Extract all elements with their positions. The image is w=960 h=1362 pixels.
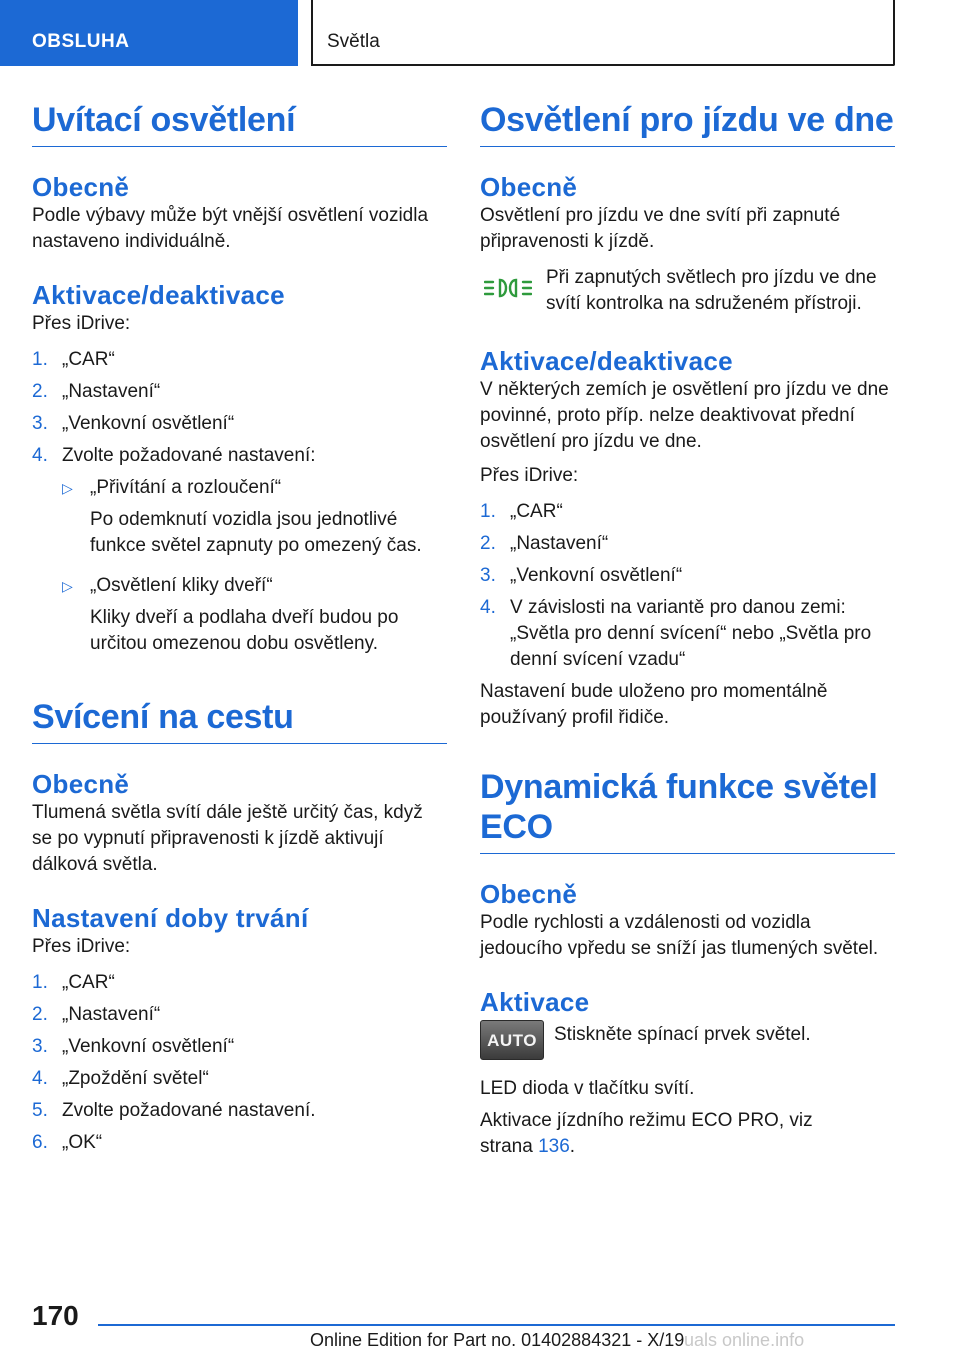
list-item: 1. „CAR“ <box>32 972 115 993</box>
list-item: 2. „Nastavení“ <box>480 533 609 554</box>
eco-general-heading: Obecně <box>480 879 578 909</box>
sub-item-description: Po odemknutí vozidla jsou jednotlivé funkce světel zapnuty po omezený čas. <box>90 509 422 556</box>
auto-button-text: Stiskněte spínací prvek světel. <box>554 1024 811 1045</box>
sub-item <box>32 573 447 657</box>
welcome-activation-heading: Aktivace/deaktivace <box>32 280 285 310</box>
drl-indicator-note <box>480 265 895 317</box>
path-steps-list <box>32 970 447 1156</box>
footer-divider <box>98 1324 895 1326</box>
welcome-lighting-title: Uvítací osvětlení <box>32 100 447 147</box>
drl-saved-text: Nastavení bude uloženo pro momentálně používaný profil řidiče. <box>480 681 828 728</box>
drl-general-heading: Obecně <box>480 172 578 202</box>
eco-pro-text: Aktivace jízdního režimu ECO PRO, viz strana 136. <box>480 1110 813 1157</box>
list-item: 4. Zvolte požadované nastavení: <box>32 445 316 466</box>
led-text: LED dioda v tlačítku svítí. <box>480 1078 695 1099</box>
list-item: 3. „Venkovní osvětlení“ <box>32 413 235 434</box>
duration-heading: Nastavení doby trvání <box>32 903 309 933</box>
page-reference-link[interactable]: 136 <box>538 1136 570 1157</box>
chapter-label: Světla <box>327 31 380 52</box>
path-general-text: Tlumená světla svítí dále ještě určitý čas, když se po vypnutí připravenosti k jízdě aktivují dálková světla. <box>32 802 423 875</box>
drl-activation-text: V některých zemích je osvětlení pro jízdu ve dne povinné, proto příp. nelze deaktivovat přední osvětlení pro jízdu ve dne. <box>480 379 889 452</box>
right-column <box>480 100 895 1160</box>
edition-text: Online Edition for Part no. 01402884321 - X/19 <box>310 1330 685 1350</box>
path-general-heading: Obecně <box>32 769 130 799</box>
sub-item <box>32 475 447 559</box>
auto-button-icon: AUTO <box>480 1020 544 1060</box>
drl-general-text: Osvětlení pro jízdu ve dne svítí při zapnuté připravenosti k jízdě. <box>480 205 841 252</box>
watermark: uals online.info <box>684 1330 805 1350</box>
list-item: 4. „Zpoždění světel“ <box>32 1068 209 1089</box>
triangle-bullet-icon: ▷ <box>62 480 73 496</box>
drl-activation-heading: Aktivace/deaktivace <box>480 346 733 376</box>
list-item: 5. Zvolte požadované nastavení. <box>32 1100 316 1121</box>
list-item: 2. „Nastavení“ <box>32 1004 161 1025</box>
list-item: 6. „OK“ <box>32 1132 103 1153</box>
chapter-tab[interactable] <box>311 0 895 66</box>
welcome-via-idrive: Přes iDrive: <box>32 313 131 334</box>
eco-activation-heading: Aktivace <box>480 987 590 1017</box>
welcome-steps-list <box>32 347 447 469</box>
section-tab[interactable] <box>0 0 298 66</box>
section-label: OBSLUHA <box>32 31 130 52</box>
sub-item-description: Kliky dveří a podlaha dveří budou po určitou omezenou dobu osvětleny. <box>90 607 399 654</box>
welcome-general-heading: Obecně <box>32 172 130 202</box>
drl-steps-list <box>480 499 895 673</box>
list-item: 1. „CAR“ <box>480 501 563 522</box>
welcome-general-text: Podle výbavy může být vnější osvětlení vozidla nastaveno individuálně. <box>32 205 429 252</box>
page-number: 170 <box>32 1300 79 1331</box>
page-header <box>0 0 960 66</box>
eco-lights-title: Dynamická funkce světel ECO <box>480 767 895 854</box>
page-footer <box>0 1290 960 1362</box>
list-item: 3. „Venkovní osvětlení“ <box>32 1036 235 1057</box>
daytime-lights-indicator-icon <box>484 277 532 299</box>
list-item: 3. „Venkovní osvětlení“ <box>480 565 683 586</box>
sub-item-label: „Osvětlení kliky dveří“ <box>90 575 273 596</box>
eco-general-text: Podle rychlosti a vzdálenosti od vozidla jedoucího vpředu se sníží jas tlumených světel. <box>480 912 879 959</box>
left-column <box>32 100 447 1162</box>
list-item: 1. „CAR“ <box>32 349 115 370</box>
list-item: 2. „Nastavení“ <box>32 381 161 402</box>
path-via-idrive: Přes iDrive: <box>32 936 131 957</box>
drl-via-idrive: Přes iDrive: <box>480 465 579 486</box>
path-lighting-title: Svícení na cestu <box>32 697 447 744</box>
sub-item-label: „Přivítání a rozloučení“ <box>90 477 282 498</box>
drl-title: Osvětlení pro jízdu ve dne <box>480 100 895 147</box>
triangle-bullet-icon: ▷ <box>62 578 73 594</box>
list-item: 4. V závislosti na variantě pro danou zemi: „Světla pro denní svícení“ nebo „Světla pro denní svícení vzadu“ <box>480 597 872 670</box>
drl-indicator-text: Při zapnutých světlech pro jízdu ve dne svítí kontrolka na sdruženém přístroji. <box>546 267 877 314</box>
auto-button-note <box>480 1020 895 1064</box>
